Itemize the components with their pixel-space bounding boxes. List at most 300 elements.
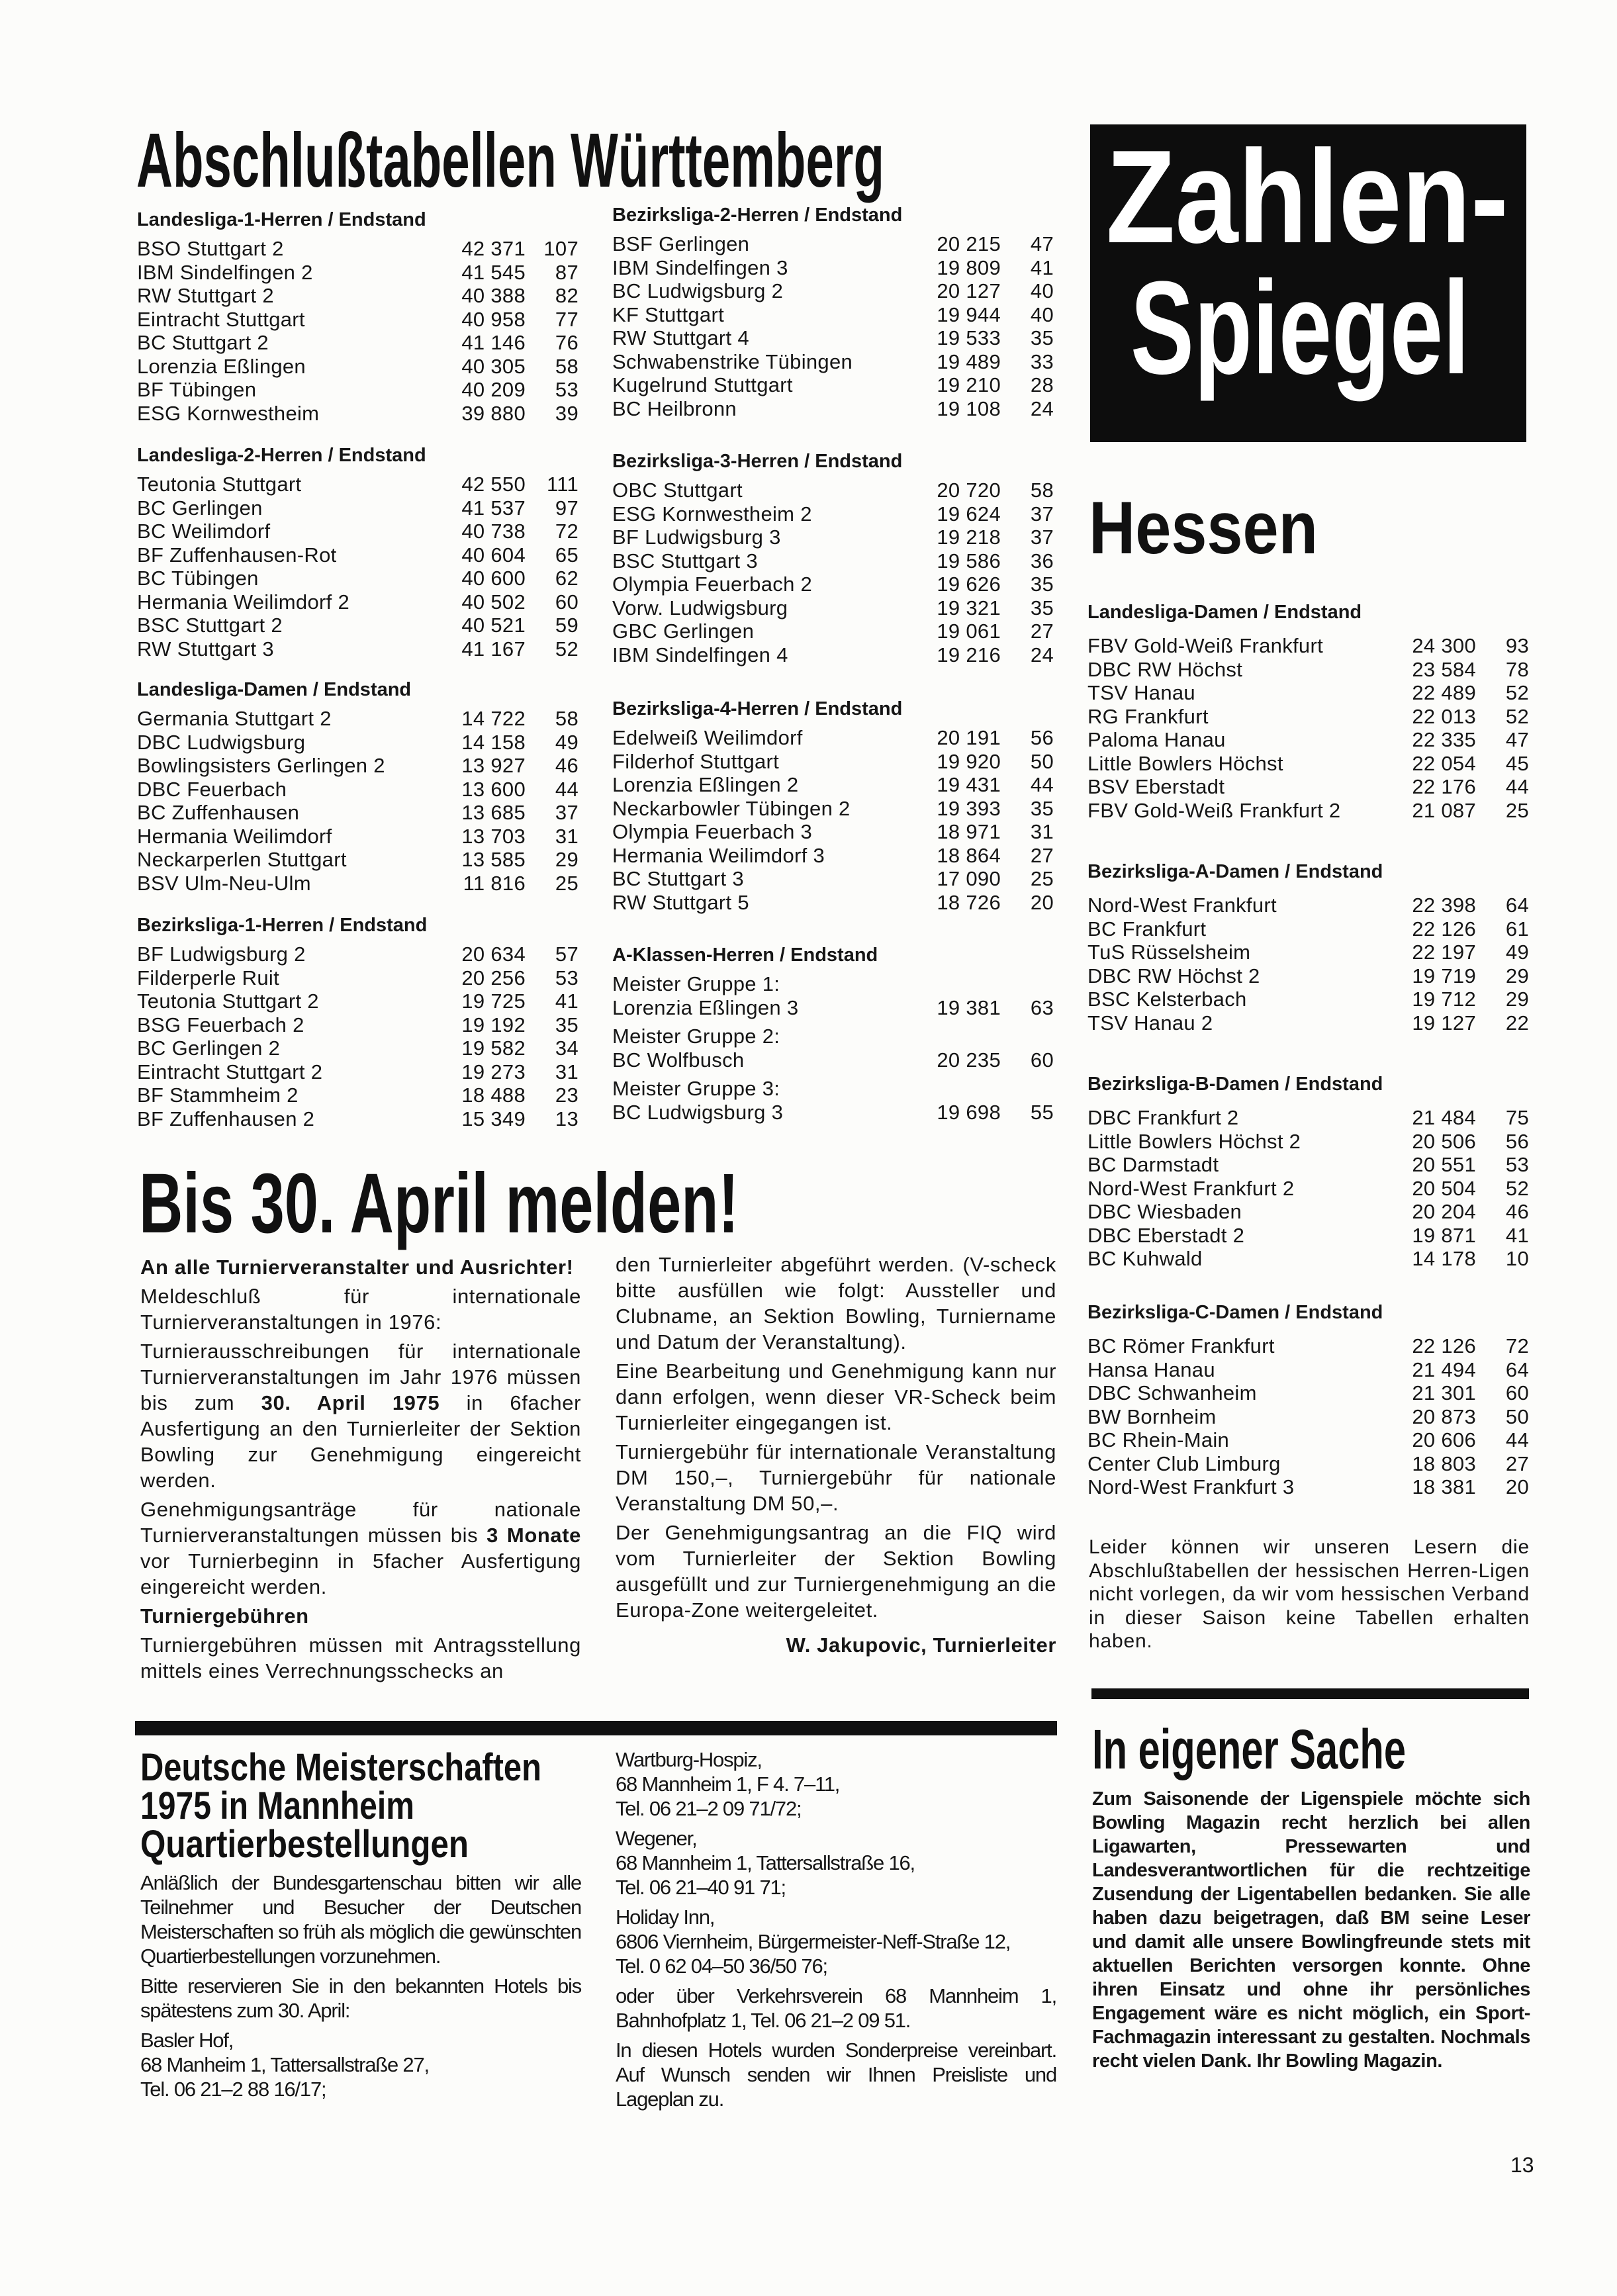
group-label [612, 972, 1054, 996]
league-table [612, 697, 1054, 914]
pins-total: 19 393 [937, 796, 1001, 820]
points: 50 [1505, 1404, 1529, 1428]
pins-total: 22 054 [1412, 751, 1476, 775]
pins-total: 21 494 [1412, 1357, 1476, 1381]
paragraph [140, 1603, 581, 1629]
points: 50 [1030, 749, 1054, 773]
team-name: Nord-West Frankfurt [1087, 894, 1277, 917]
team-name: BC Wolfbusch [612, 1048, 745, 1072]
table-row [1087, 1130, 1529, 1154]
team-name: BSC Stuttgart 2 [137, 614, 283, 637]
team-name: DBC Eberstadt 2 [1087, 1223, 1245, 1247]
points: 61 [1505, 917, 1529, 941]
pins-total: 18 971 [937, 820, 1001, 843]
team-name: Hermania Weilimdorf 3 [612, 843, 825, 867]
text-segment: in 6facher Ausfertigung an den Turnierleiter der Sektion Bowling zur Genehmigung eingereicht werden. [140, 1391, 581, 1492]
table-title: Bezirksliga-1-Herren / Endstand [137, 915, 428, 936]
table-row [1087, 1011, 1529, 1035]
team-name: Nord-West Frankfurt 2 [1087, 1176, 1295, 1200]
league-table [137, 913, 578, 1130]
team-name: BC Kuhwald [1087, 1247, 1203, 1270]
team-name: DBC RW Höchst [1087, 657, 1243, 681]
team-name: RG Frankfurt [1087, 704, 1209, 728]
pins-total: 18 864 [937, 843, 1001, 867]
table-row [612, 1101, 1054, 1125]
team-name: Kugelrund Stuttgart [612, 373, 793, 396]
table-title: Landesliga-1-Herren / Endstand [137, 209, 426, 230]
team-name: BF Tübingen [137, 378, 257, 401]
team-name: BC Stuttgart 2 [137, 331, 269, 354]
team-name: IBM Sindelfingen 4 [612, 643, 788, 666]
team-name: DBC Feuerbach [137, 777, 287, 801]
paragraph: In diesen Hotels wurden Sonderpreise vereinbart. Auf Wunsch senden wir Ihnen Preisliste und Lageplan zu. [616, 2039, 1056, 2111]
paragraph: Wegener, 68 Mannheim 1, Tattersallstraße 16, Tel. 06 21–40 91 71; [616, 1827, 915, 1899]
points: 27 [1505, 1451, 1529, 1475]
table-row [612, 773, 1054, 797]
table-row [137, 402, 578, 426]
pins-total: 40 502 [461, 590, 526, 614]
pins-total: 19 210 [937, 373, 1001, 396]
team-name: Olympia Feuerbach 2 [612, 573, 813, 596]
group-label-text: Meister Gruppe 1: [612, 972, 780, 995]
points: 47 [1505, 728, 1529, 751]
table-title: Landesliga-2-Herren / Endstand [137, 445, 426, 466]
pins-total: 13 703 [461, 824, 526, 848]
team-name: Eintracht Stuttgart [137, 307, 305, 331]
team-name: TSV Hanau [1087, 681, 1195, 704]
table-row [137, 308, 578, 332]
team-name: Teutonia Stuttgart 2 [137, 989, 319, 1013]
pins-total: 41 146 [461, 331, 526, 354]
pins-total: 22 176 [1412, 775, 1476, 798]
table-row [137, 496, 578, 520]
table-row [1087, 941, 1529, 964]
table-row [1087, 705, 1529, 729]
team-name: BSV Eberstadt [1087, 775, 1225, 798]
table-row [137, 966, 578, 990]
points: 93 [1505, 634, 1529, 657]
points: 75 [1505, 1106, 1529, 1129]
points: 35 [1030, 326, 1054, 349]
team-name: TuS Rüsselsheim [1087, 941, 1251, 964]
table-row [612, 256, 1054, 280]
points: 44 [1505, 1428, 1529, 1451]
points: 25 [1505, 798, 1529, 822]
table-row [1087, 1475, 1529, 1499]
team-name: BC Gerlingen 2 [137, 1036, 281, 1060]
points: 40 [1030, 279, 1054, 302]
page-number: 13 [1510, 2153, 1534, 2177]
pins-total: 19 381 [937, 995, 1001, 1019]
table-row [137, 473, 578, 496]
points: 28 [1030, 373, 1054, 396]
bold-text: An alle Turnierveranstalter und Ausrichter! [140, 1256, 574, 1279]
league-table [137, 443, 578, 661]
table-row [137, 284, 578, 308]
points: 35 [555, 1013, 578, 1036]
table-row [612, 279, 1054, 303]
pins-total: 42 550 [461, 473, 526, 496]
table-row [612, 397, 1054, 421]
eigene-sache-heading-text: In eigener Sache [1092, 1718, 1406, 1780]
points: 87 [555, 260, 578, 284]
team-name: Filderhof Stuttgart [612, 749, 780, 773]
points: 27 [1030, 843, 1054, 867]
table-row [1087, 1381, 1529, 1405]
team-name: Hermania Weilimdorf [137, 824, 332, 848]
pins-total: 19 586 [937, 549, 1001, 573]
points: 34 [555, 1036, 578, 1060]
table-row [612, 1048, 1054, 1072]
paragraph [140, 1338, 581, 1493]
table-row [137, 989, 578, 1013]
pins-total: 19 944 [937, 302, 1001, 326]
table-row [137, 707, 578, 731]
points: 29 [555, 848, 578, 871]
points: 41 [1505, 1223, 1529, 1247]
pins-total: 20 191 [937, 726, 1001, 749]
group-label [612, 1025, 1054, 1048]
meisterschaften-text-right [616, 1747, 1056, 2117]
team-name: BSO Stuttgart 2 [137, 237, 284, 260]
team-name: Paloma Hanau [1087, 728, 1226, 751]
eigene-sache-body: Zum Saisonende der Ligenspiele möchte sich Bowling Magazin recht herzlich bei allen Ligawarten, Pressewarten und Landesverantwortlichen für die rechtzeitige Zusendung der Ligentabellen bedanken. Sie alle haben dazu beigetragen, daß BM seine Leser und damit alle unsere Bowlingfreunde stets mit aktuellen Berichten versorgen konnte. Ohne ihren Einsatz und ohne ihr persönliches Engagement wäre es nicht möglich, ein Sport-Fachmagazin interessant zu gestalten. Nochmals recht vielen Dank. Ihr Bowling Magazin. [1092, 1788, 1530, 2072]
team-name: DBC RW Höchst 2 [1087, 964, 1260, 987]
paragraph [140, 1632, 581, 1684]
paragraph [616, 1439, 1056, 1516]
table-row [1087, 1153, 1529, 1177]
paragraph: Anläßlich der Bundesgartenschau bitten wir alle Teilnehmer und Besucher der Deutschen Meisterschaften so früh als möglich die gewünschten Quartierbestellungen vorzunehmen. [140, 1871, 581, 1968]
table-row [1087, 775, 1529, 799]
table-row [137, 942, 578, 966]
pins-total: 14 158 [461, 730, 526, 754]
team-name: BF Zuffenhausen 2 [137, 1107, 315, 1130]
zahlenspiegel-line1: Zahlen- [1106, 123, 1508, 271]
points: 55 [1030, 1100, 1054, 1124]
points: 62 [555, 567, 578, 590]
team-name: Bowlingsisters Gerlingen 2 [137, 754, 385, 777]
pins-total: 22 013 [1412, 704, 1476, 728]
table-row [137, 261, 578, 285]
points: 20 [1505, 1475, 1529, 1498]
team-name: ESG Kornwestheim 2 [612, 502, 812, 526]
points: 31 [1030, 820, 1054, 843]
pins-total: 42 371 [461, 237, 526, 260]
pins-total: 22 489 [1412, 681, 1476, 704]
table-row [1087, 1200, 1529, 1224]
points: 97 [555, 496, 578, 520]
pins-total: 21 484 [1412, 1106, 1476, 1129]
team-name: Hansa Hanau [1087, 1357, 1215, 1381]
team-name: Center Club Limburg [1087, 1451, 1281, 1475]
melden-heading-text: Bis 30. April melden! [139, 1156, 739, 1251]
hessen-heading-text: Hessen [1089, 486, 1318, 569]
points: 37 [1030, 526, 1054, 549]
pins-total: 18 381 [1412, 1475, 1476, 1498]
pins-total: 19 809 [937, 255, 1001, 279]
table-title: Bezirksliga-A-Damen / Endstand [1087, 861, 1383, 882]
table-row [612, 844, 1054, 868]
points: 53 [1505, 1153, 1529, 1176]
table-row [137, 637, 578, 661]
pins-total: 20 634 [461, 942, 526, 966]
pins-total: 40 738 [461, 520, 526, 543]
points: 59 [555, 614, 578, 637]
table-row [1087, 799, 1529, 823]
table-row [612, 596, 1054, 620]
team-name: Teutonia Stuttgart [137, 473, 302, 496]
team-name: BF Ludwigsburg 3 [612, 526, 781, 549]
points: 52 [1505, 681, 1529, 704]
team-name: BC Rhein-Main [1087, 1428, 1230, 1451]
team-name: BF Stammheim 2 [137, 1083, 299, 1107]
meisterschaften-text-left [140, 1870, 581, 2107]
pins-total: 19 871 [1412, 1223, 1476, 1247]
table-row [1087, 1247, 1529, 1271]
points: 39 [555, 401, 578, 425]
table-row [1087, 752, 1529, 776]
table-row [137, 825, 578, 849]
pins-total: 13 927 [461, 754, 526, 777]
table-row [612, 726, 1054, 750]
team-name: Lorenzia Eßlingen [137, 354, 306, 378]
text-segment: Genehmigungsanträge für nationale Turnierveranstaltungen müssen bis [140, 1498, 581, 1547]
table-row [1087, 1224, 1529, 1248]
pins-total: 20 606 [1412, 1428, 1476, 1451]
points: 56 [1505, 1129, 1529, 1153]
table-row [1087, 634, 1529, 658]
team-name: BC Zuffenhausen [137, 801, 300, 824]
team-name: RW Stuttgart 3 [137, 637, 274, 661]
team-name: Edelweiß Weilimdorf [612, 726, 803, 749]
pins-total: 14 178 [1412, 1247, 1476, 1270]
team-name: RW Stuttgart 4 [612, 326, 749, 349]
pins-total: 20 235 [937, 1048, 1001, 1072]
team-name: FBV Gold-Weiß Frankfurt [1087, 634, 1324, 657]
pins-total: 22 398 [1412, 894, 1476, 917]
points: 60 [1030, 1048, 1054, 1072]
pins-total: 40 209 [461, 378, 526, 401]
team-name: RW Stuttgart 2 [137, 284, 274, 307]
points: 56 [1030, 726, 1054, 749]
table-row [137, 237, 578, 261]
table-row [612, 867, 1054, 891]
table-row [612, 232, 1054, 256]
pins-total: 20 551 [1412, 1153, 1476, 1176]
pins-total: 40 305 [461, 354, 526, 378]
table-row [137, 520, 578, 543]
table-row [1087, 1334, 1529, 1358]
pins-total: 23 584 [1412, 657, 1476, 681]
melden-heading [139, 1156, 748, 1251]
table-title: Landesliga-Damen / Endstand [1087, 602, 1362, 623]
points: 36 [1030, 549, 1054, 573]
points: 29 [1505, 987, 1529, 1011]
team-name: BC Römer Frankfurt [1087, 1334, 1275, 1357]
table-row [137, 778, 578, 802]
table-row [612, 373, 1054, 397]
table-row [137, 1013, 578, 1037]
table-row [612, 549, 1054, 573]
team-name: GBC Gerlingen [612, 620, 755, 643]
pins-total: 17 090 [937, 867, 1001, 890]
pins-total: 19 582 [461, 1036, 526, 1060]
table-row [1087, 894, 1529, 917]
points: 72 [1505, 1334, 1529, 1357]
pins-total: 19 321 [937, 596, 1001, 620]
table-row [137, 614, 578, 637]
pins-total: 41 545 [461, 260, 526, 284]
league-table [612, 449, 1054, 666]
points: 40 [1030, 302, 1054, 326]
team-name: BC Heilbronn [612, 396, 737, 420]
pins-total: 19 061 [937, 620, 1001, 643]
signature: W. Jakupovic, Turnierleiter [786, 1633, 1056, 1657]
team-name: IBM Sindelfingen 2 [137, 260, 313, 284]
table-row [137, 731, 578, 755]
team-name: BW Bornheim [1087, 1404, 1217, 1428]
points: 41 [1030, 255, 1054, 279]
table-row [612, 502, 1054, 526]
melden-article-right [616, 1252, 1056, 1658]
pins-total: 22 126 [1412, 1334, 1476, 1357]
league-table [1087, 1072, 1529, 1271]
team-name: DBC Frankfurt 2 [1087, 1106, 1239, 1129]
pins-total: 19 626 [937, 573, 1001, 596]
team-name: Olympia Feuerbach 3 [612, 820, 813, 843]
team-name: RW Stuttgart 5 [612, 890, 749, 914]
melden-article-left [140, 1254, 581, 1687]
pins-total: 19 218 [937, 526, 1001, 549]
pins-total: 20 127 [937, 279, 1001, 302]
table-row [612, 479, 1054, 502]
points: 31 [555, 1060, 578, 1083]
pins-total: 20 504 [1412, 1176, 1476, 1200]
table-row [137, 590, 578, 614]
points: 52 [1505, 704, 1529, 728]
pins-total: 40 958 [461, 307, 526, 331]
pins-total: 19 719 [1412, 964, 1476, 987]
table-row [137, 848, 578, 872]
pins-total: 19 712 [1412, 987, 1476, 1011]
points: 24 [1030, 396, 1054, 420]
divider [1091, 1688, 1529, 1699]
pins-total: 15 349 [461, 1107, 526, 1130]
pins-total: 13 600 [461, 777, 526, 801]
table-row [137, 567, 578, 590]
table-row [612, 750, 1054, 774]
team-name: Filderperle Ruit [137, 966, 279, 989]
pins-total: 24 300 [1412, 634, 1476, 657]
team-name: Lorenzia Eßlingen 2 [612, 773, 799, 796]
points: 60 [555, 590, 578, 614]
pins-total: 19 192 [461, 1013, 526, 1036]
table-row [1087, 964, 1529, 988]
pins-total: 19 920 [937, 749, 1001, 773]
points: 41 [555, 989, 578, 1013]
team-name: Germania Stuttgart 2 [137, 707, 332, 730]
champion-group [612, 1025, 1054, 1072]
champion-group [612, 1077, 1054, 1124]
text-segment: Der Genehmigungsantrag an die FIQ wird vom Turnierleiter der Sektion Bowling ausgefüllt und zur Turniergenehmigung an die Europa-Zone weitergeleitet. [616, 1521, 1056, 1622]
eigene-sache-heading [1092, 1718, 1416, 1780]
table-row [1087, 1405, 1529, 1429]
points: 29 [1505, 964, 1529, 987]
table-row [137, 801, 578, 825]
points: 25 [555, 871, 578, 895]
pins-total: 20 204 [1412, 1200, 1476, 1223]
zahlenspiegel-logo [1090, 124, 1526, 442]
table-row [137, 543, 578, 567]
points: 31 [555, 824, 578, 848]
points: 53 [555, 966, 578, 989]
table-row [612, 620, 1054, 643]
league-table [137, 678, 578, 895]
table-row [1087, 1358, 1529, 1382]
points: 78 [1505, 657, 1529, 681]
paragraph [140, 1496, 581, 1600]
points: 49 [555, 730, 578, 754]
pins-total: 11 816 [463, 871, 526, 895]
text-segment: vor Turnierbeginn in 5facher Ausfertigung eingereicht werden. [140, 1549, 581, 1598]
paragraph: Basler Hof, 68 Manheim 1, Tattersallstraße 27, Tel. 06 21–2 88 16/17; [140, 2029, 429, 2101]
pins-total: 20 720 [937, 479, 1001, 502]
points: 77 [555, 307, 578, 331]
pins-total: 19 108 [937, 396, 1001, 420]
table-row [137, 754, 578, 778]
team-name: BC Frankfurt [1087, 917, 1207, 941]
pins-total: 41 167 [461, 637, 526, 661]
pins-total: 22 197 [1412, 941, 1476, 964]
table-row [1087, 1428, 1529, 1452]
points: 63 [1030, 995, 1054, 1019]
league-table [137, 208, 578, 425]
points: 24 [1030, 643, 1054, 666]
table-row [137, 355, 578, 379]
points: 76 [555, 331, 578, 354]
pins-total: 20 506 [1412, 1129, 1476, 1153]
team-name: BC Tübingen [137, 567, 259, 590]
points: 49 [1505, 941, 1529, 964]
paragraph [616, 1358, 1056, 1436]
points: 20 [1030, 890, 1054, 914]
pins-total: 19 127 [1412, 1011, 1476, 1034]
points: 25 [1030, 867, 1054, 890]
team-name: KF Stuttgart [612, 302, 724, 326]
table-row [1087, 917, 1529, 941]
points: 37 [555, 801, 578, 824]
page-title [136, 117, 891, 203]
team-name: BSC Stuttgart 3 [612, 549, 758, 573]
pins-total: 40 388 [461, 284, 526, 307]
table-title: Bezirksliga-B-Damen / Endstand [1087, 1074, 1383, 1095]
pins-total: 14 722 [461, 707, 526, 730]
pins-total: 19 431 [937, 773, 1001, 796]
points: 33 [1030, 349, 1054, 373]
table-row [1087, 1177, 1529, 1201]
team-name: BC Gerlingen [137, 496, 263, 520]
pins-total: 22 126 [1412, 917, 1476, 941]
points: 37 [1030, 502, 1054, 526]
table-row [612, 303, 1054, 327]
table-row [1087, 728, 1529, 752]
points: 47 [1030, 232, 1054, 255]
team-name: TSV Hanau 2 [1087, 1011, 1213, 1034]
pins-total: 39 880 [461, 401, 526, 425]
points: 46 [1505, 1200, 1529, 1223]
points: 72 [555, 520, 578, 543]
table-row [1087, 1452, 1529, 1476]
